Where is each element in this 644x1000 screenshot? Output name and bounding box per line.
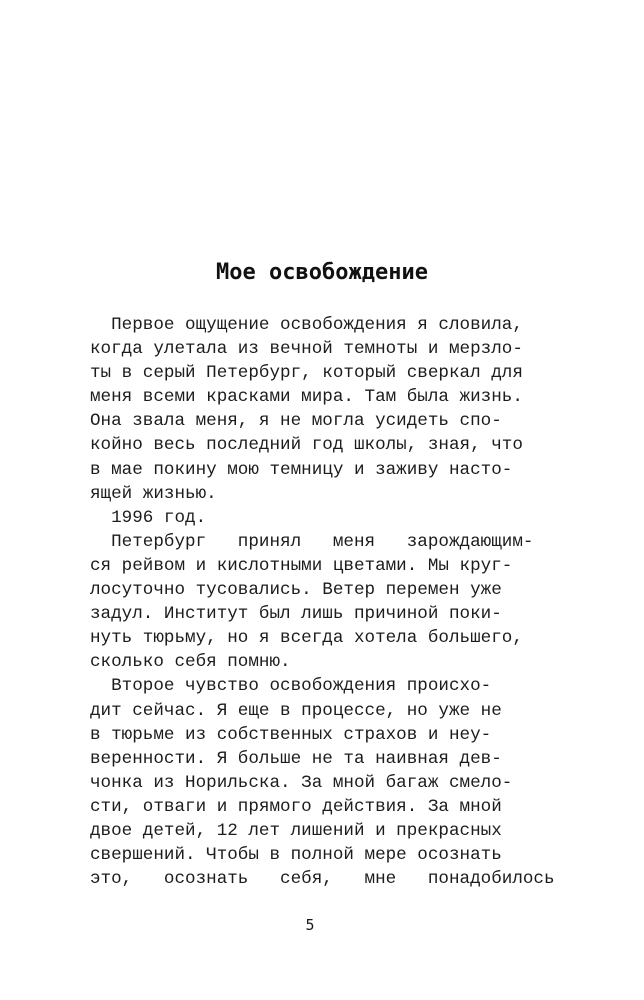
text-line: ящей жизнью.: [90, 483, 217, 504]
text-line: ся рейвом и кислотными цветами. Мы круг-: [90, 555, 513, 576]
text-line: это, осознать себя, мне понадобилось: [90, 869, 555, 890]
text-line: ты в серый Петербург, который сверкал для: [90, 363, 523, 384]
page-number: 5: [305, 916, 315, 934]
text-line: в мае покину мою темницу и заживу насто-: [90, 459, 513, 480]
text-line: меня всеми красками мира. Там была жизнь.: [90, 387, 523, 408]
text-line: нуть тюрьму, но я всегда хотела большего,: [90, 628, 523, 649]
text-line: веренности. Я больше не та наивная дев-: [90, 748, 502, 769]
text-line: лосуточно тусовались. Ветер перемен уже: [90, 580, 502, 601]
text-line: 1996 год.: [90, 507, 207, 528]
text-line: койно весь последний год школы, зная, что: [90, 435, 523, 456]
text-line: чонка из Норильска. За мной багаж смело-: [90, 772, 513, 793]
text-line: задул. Институт был лишь причиной поки-: [90, 604, 502, 625]
text-line: двое детей, 12 лет лишений и прекрасных: [90, 820, 502, 841]
text-line: Второе чувство освобождения происхо-: [90, 676, 492, 697]
text-line: сколько себя помню.: [90, 652, 291, 673]
text-line: когда улетала из вечной темноты и мерзло-: [90, 339, 523, 360]
text-line: дит сейчас. Я еще в процессе, но уже не: [90, 700, 502, 721]
chapter-title: Мое освобождение: [216, 260, 428, 285]
body-text: [90, 313, 555, 891]
text-line: Первое ощущение освобождения я словила,: [90, 315, 523, 335]
text-line: Она звала меня, я не могла усидеть спо-: [90, 411, 502, 432]
text-line: свершений. Чтобы в полной мере осознать: [90, 845, 502, 866]
text-line: сти, отваги и прямого действия. За мной: [90, 796, 502, 817]
text-line: в тюрьме из собственных страхов и неу-: [90, 724, 492, 745]
text-line: Петербург принял меня зарождающим-: [90, 531, 534, 552]
